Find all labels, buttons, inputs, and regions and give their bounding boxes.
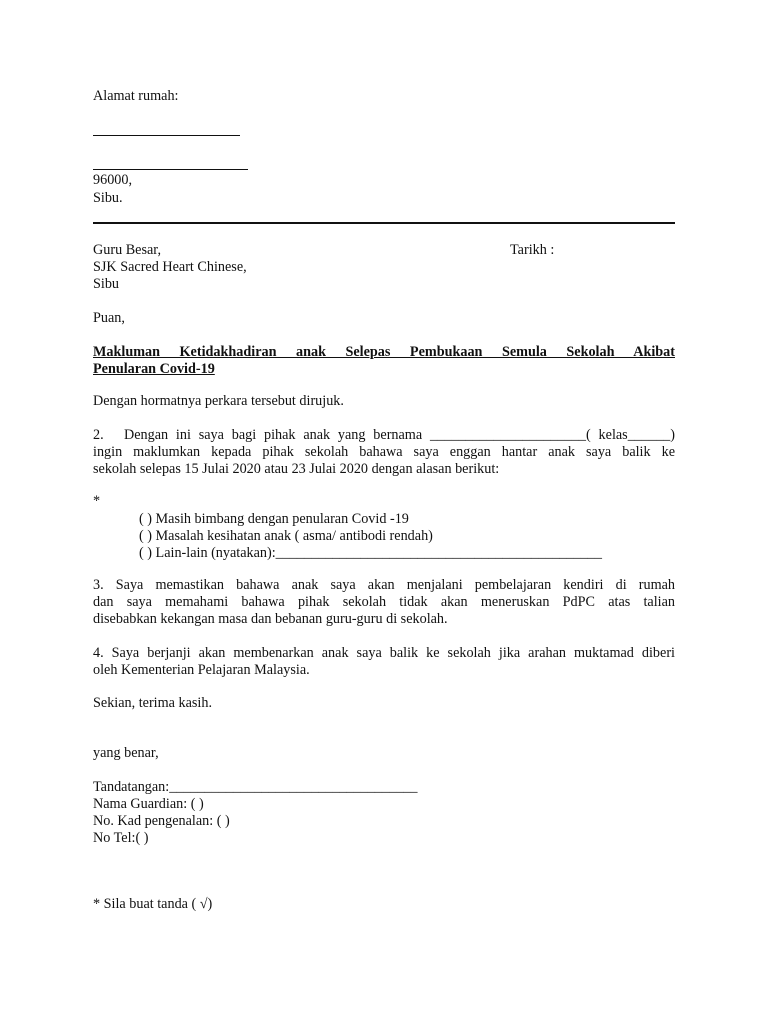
address-label: Alamat rumah: (93, 88, 179, 104)
option-checkbox-3[interactable]: ( ) Lain-lain (nyatakan):______________________________________________ (139, 545, 602, 561)
para3-line-3: disebabkan kekangan masa dan bebanan guru-guru di sekolah. (93, 611, 448, 627)
para2-line-3: sekolah selepas 15 Julai 2020 atau 23 Julai 2020 dengan alasan berikut: (93, 461, 500, 477)
phone-field[interactable]: No Tel:( ) (93, 830, 149, 846)
subject-heading (93, 344, 675, 378)
intro-text: Dengan hormatnya perkara tersebut dirujuk. (93, 393, 344, 409)
recipient-title: Guru Besar, (93, 242, 161, 258)
para4-line-2: oleh Kementerian Pelajaran Malaysia. (93, 662, 310, 678)
closing: Sekian, terima kasih. (93, 695, 212, 711)
subject-line-2: Penularan Covid-19 (93, 361, 215, 377)
ic-number-field[interactable]: No. Kad pengenalan: ( ) (93, 813, 230, 829)
recipient-town: Sibu (93, 276, 120, 292)
postcode: 96000, (93, 172, 133, 188)
signature-field[interactable]: Tandatangan:___________________________________ (93, 779, 418, 795)
salutation: Puan, (93, 310, 125, 326)
para3-line-1: 3. Saya memastikan bahawa anak saya akan menjalani pembelajaran kendiri di rumah (93, 577, 675, 593)
date-label: Tarikh : (510, 242, 555, 258)
header-divider (93, 222, 675, 224)
city: Sibu. (93, 190, 123, 206)
sign-off: yang benar, (93, 745, 159, 761)
recipient-school: SJK Sacred Heart Chinese, (93, 259, 247, 275)
para3-line-2: dan saya memahami bahawa pihak sekolah tidak akan meneruskan PdPC atas talian (93, 594, 675, 610)
asterisk-marker: * (93, 493, 101, 509)
guardian-name-field[interactable]: Nama Guardian: ( ) (93, 796, 204, 812)
subject-line-1: Makluman Ketidakhadiran anak Selepas Pembukaan Semula Sekolah Akibat (93, 344, 675, 360)
footnote: * Sila buat tanda ( √) (93, 896, 213, 912)
para2-line-1: Dengan ini saya bagi pihak anak yang bernama ______________________( kelas______) (124, 427, 675, 443)
para2-line-2: ingin maklumkan kepada pihak sekolah bahawa saya enggan hantar anak saya balik ke (93, 444, 675, 460)
address-line-1 (93, 135, 240, 136)
option-checkbox-1[interactable]: ( ) Masih bimbang dengan penularan Covid -19 (139, 511, 409, 527)
para4-line-1: 4. Saya berjanji akan membenarkan anak saya balik ke sekolah jika arahan muktamad diberi (93, 645, 675, 661)
option-checkbox-2[interactable]: ( ) Masalah kesihatan anak ( asma/ antibodi rendah) (139, 528, 433, 544)
para2-number: 2. (93, 427, 104, 443)
address-line-2 (93, 169, 248, 170)
